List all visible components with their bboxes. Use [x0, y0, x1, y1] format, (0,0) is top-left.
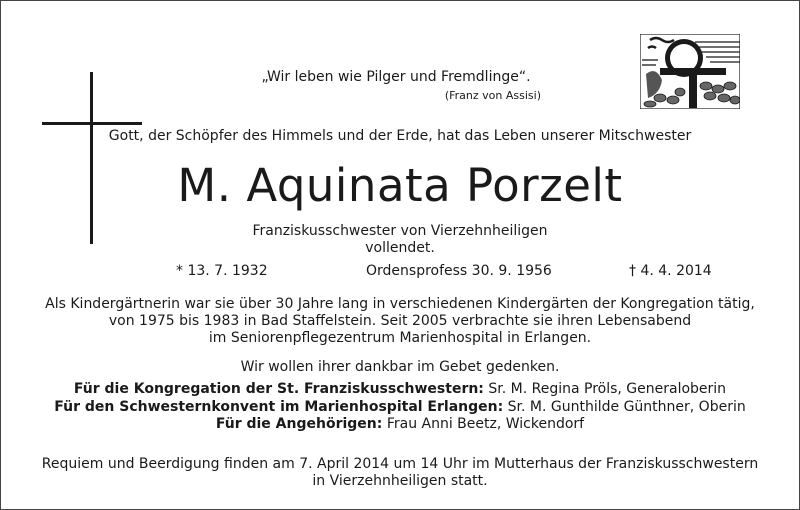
- order-title-line: vollendet.: [365, 240, 435, 256]
- biography-line: von 1975 bis 1983 in Bad Staffelstein. Seit 2005 verbrachte sie ihren Lebensabend: [108, 313, 692, 329]
- intro-text: Gott, der Schöpfer des Himmels und der Erde, hat das Leben unserer Mitschwester: [108, 128, 692, 144]
- biography: [1, 296, 799, 347]
- signer-line: [1, 399, 799, 417]
- signer-value: Sr. M. Regina Pröls, Generaloberin: [483, 381, 727, 397]
- signer-line: [1, 416, 799, 434]
- biography-line: Als Kindergärtnerin war sie über 30 Jahre lang in verschiedenen Kindergärten der Kongregation tätig,: [45, 296, 755, 312]
- death-date: † 4. 4. 2014: [629, 263, 712, 279]
- quote-source: (Franz von Assisi): [444, 89, 541, 102]
- signer-value: Sr. M. Gunthilde Günthner, Oberin: [503, 398, 746, 415]
- requiem-line: in Vierzehnheiligen statt.: [312, 473, 488, 489]
- signer-line: [1, 381, 799, 399]
- cross-icon: [90, 72, 93, 244]
- cross-icon-bar: [42, 122, 142, 125]
- requiem-line: Requiem und Beerdigung finden am 7. April 2014 um 14 Uhr im Mutterhaus der Franziskusschwestern: [41, 456, 759, 472]
- biography-line: im Seniorenpflegezentrum Marienhospital in Erlangen.: [208, 330, 592, 346]
- franciscan-tau-emblem-icon: [640, 34, 740, 109]
- order-title-line: Franziskusschwester von Vierzehnheiligen: [252, 223, 548, 239]
- requiem-notice: [1, 456, 799, 490]
- order-title: [1, 223, 799, 257]
- quote: „Wir leben wie Pilger und Fremdlinge“.: [261, 69, 531, 85]
- profession-date: Ordensprofess 30. 9. 1956: [366, 263, 552, 279]
- signer-label: Für die Kongregation der St. Franziskusschwestern:: [73, 381, 484, 397]
- deceased-name: M. Aquinata Porzelt: [177, 159, 623, 212]
- prayer-text: Wir wollen ihrer dankbar im Gebet gedenken.: [240, 359, 560, 375]
- signers: [1, 381, 799, 434]
- signer-value: Frau Anni Beetz, Wickendorf: [382, 416, 585, 432]
- birth-date: * 13. 7. 1932: [176, 263, 268, 279]
- signer-label: Für die Angehörigen:: [215, 416, 383, 432]
- signer-label: Für den Schwesternkonvent im Marienhospital Erlangen:: [54, 398, 504, 415]
